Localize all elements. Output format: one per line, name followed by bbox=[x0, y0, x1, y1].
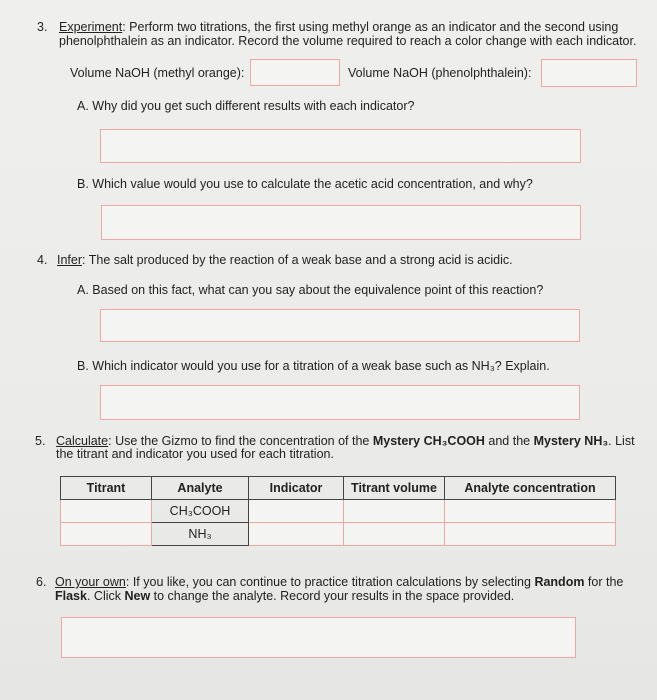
q4-label: Infer bbox=[57, 253, 83, 267]
q6-line2: Flask. Click New to change the analyte. Record your results in the space provided. bbox=[55, 589, 515, 603]
flask-term: Flask bbox=[55, 589, 87, 603]
table-row bbox=[61, 523, 616, 546]
q3-number: 3. bbox=[37, 20, 48, 34]
new-term: New bbox=[124, 589, 151, 603]
q5-prompt: Calculate: Use the Gizmo to find the concentration of the Mystery CH₃COOH and the Mystery NH₃. List bbox=[56, 434, 635, 448]
mystery-acid: Mystery CH₃COOH bbox=[372, 434, 485, 448]
q3a-answer-box[interactable] bbox=[100, 129, 581, 163]
analyte-cell-2: NH₃ bbox=[152, 523, 249, 546]
titrant-volume-cell-1[interactable] bbox=[344, 500, 445, 523]
vol-phenolphthalein-label: Volume NaOH (phenolphthalein): bbox=[348, 66, 532, 80]
q4-number: 4. bbox=[37, 253, 48, 267]
q3b-answer-box[interactable] bbox=[101, 205, 581, 240]
q5-line2: the titrant and indicator you used for each titration. bbox=[56, 447, 334, 461]
q6-prompt: On your own: If you like, you can continue to practice titration calculations by selecting Random for the bbox=[55, 575, 624, 589]
q5-number: 5. bbox=[35, 434, 46, 448]
q3-line1: : Perform two titrations, the first using methyl orange as an indicator and the second using bbox=[122, 20, 619, 34]
q4-line1: : The salt produced by the reaction of a weak base and a strong acid is acidic. bbox=[82, 253, 513, 267]
titrant-volume-cell-2[interactable] bbox=[344, 523, 445, 546]
mystery-base: Mystery NH₃ bbox=[533, 434, 609, 448]
analyte-cell-1: CH₃COOH bbox=[152, 500, 249, 523]
titration-table bbox=[60, 476, 616, 546]
q4b-prompt: B. Which indicator would you use for a titration of a weak base such as NH₃? Explain. bbox=[77, 359, 550, 373]
analyte-concentration-cell-1[interactable] bbox=[445, 500, 616, 523]
q4a-answer-box[interactable] bbox=[100, 309, 580, 342]
analyte-concentration-cell-2[interactable] bbox=[445, 523, 616, 546]
vol-methyl-orange-input[interactable] bbox=[250, 59, 340, 86]
q3-prompt bbox=[59, 20, 618, 34]
q6-number: 6. bbox=[36, 575, 47, 589]
titrant-cell-2[interactable] bbox=[61, 523, 152, 546]
titrant-cell-1[interactable] bbox=[61, 500, 152, 523]
q6-answer-box[interactable] bbox=[61, 617, 576, 658]
vol-phenolphthalein-input[interactable] bbox=[541, 59, 637, 87]
q5-label: Calculate bbox=[56, 434, 109, 448]
col-titrant-volume: Titrant volume bbox=[344, 477, 445, 500]
q3-label: Experiment bbox=[59, 20, 123, 34]
q4b-answer-box[interactable] bbox=[100, 385, 580, 420]
col-indicator: Indicator bbox=[249, 477, 344, 500]
q3a-prompt: A. Why did you get such different results with each indicator? bbox=[77, 99, 415, 113]
q3b-prompt: B. Which value would you use to calculate the acetic acid concentration, and why? bbox=[77, 177, 533, 191]
q4-prompt bbox=[57, 253, 513, 267]
q3-line2: phenolphthalein as an indicator. Record the volume required to reach a color change with each indicator. bbox=[59, 34, 637, 48]
random-term: Random bbox=[534, 575, 585, 589]
indicator-cell-2[interactable] bbox=[249, 523, 344, 546]
vol-methyl-orange-label: Volume NaOH (methyl orange): bbox=[70, 66, 245, 80]
table-row bbox=[61, 500, 616, 523]
col-analyte-concentration: Analyte concentration bbox=[445, 477, 616, 500]
indicator-cell-1[interactable] bbox=[249, 500, 344, 523]
q4a-prompt: A. Based on this fact, what can you say about the equivalence point of this reaction? bbox=[77, 283, 544, 297]
col-titrant: Titrant bbox=[61, 477, 152, 500]
col-analyte: Analyte bbox=[152, 477, 249, 500]
q6-label: On your own bbox=[55, 575, 126, 589]
table-header-row bbox=[61, 477, 616, 500]
